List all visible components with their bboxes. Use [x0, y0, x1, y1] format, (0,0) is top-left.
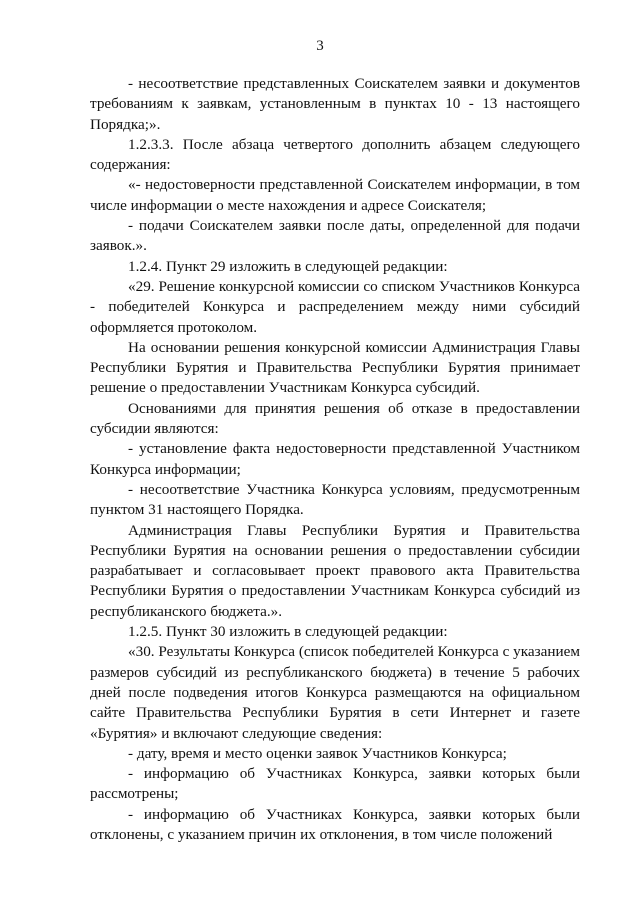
paragraph: - несоответствие представленных Соискателем заявки и документов требованиям к заявкам, установленным в пунктах 10 - 13 настоящего Порядка;».: [90, 75, 580, 133]
paragraph: «30. Результаты Конкурса (список победителей Конкурса с указанием размеров субсидий из республиканского бюджета) в течение 5 рабочих дней после подведения итогов Конкурса размещаются на официальном сайте Правительства Республики Бурятия в сети Интернет и газете «Бурятия» и включают следующие сведения:: [90, 643, 580, 742]
paragraph: «29. Решение конкурсной комиссии со списком Участников Конкурса - победителей Конкурса и распределением между ними субсидий оформляется протоколом.: [90, 277, 580, 336]
paragraph: 1.2.3.3. После абзаца четвертого дополнить абзацем следующего содержания:: [90, 135, 580, 174]
paragraph: - установление факта недостоверности представленной Участником Конкурса информации;: [90, 440, 580, 478]
paragraph: - дату, время и место оценки заявок Участников Конкурса;: [128, 744, 507, 762]
paragraph: - несоответствие Участника Конкурса условиям, предусмотренным пунктом 31 настоящего Порядка.: [90, 480, 580, 519]
page-number: 3: [316, 38, 324, 54]
document-body: [90, 74, 580, 845]
paragraph: 1.2.5. Пункт 30 изложить в следующей редакции:: [128, 623, 448, 641]
paragraph: На основании решения конкурсной комиссии Администрация Главы Республики Бурятия и Правительства Республики Бурятия принимает решение о предоставлении Участникам Конкурса субсидий.: [90, 338, 580, 397]
paragraph: Основаниями для принятия решения об отказе в предоставлении субсидии являются:: [90, 399, 580, 438]
paragraph: - подачи Соискателем заявки после даты, определенной для подачи заявок.».: [90, 217, 580, 255]
paragraph: - информацию об Участниках Конкурса, заявки которых были отклонены, с указанием причин их отклонения, в том числе положений: [90, 805, 580, 843]
paragraph: «- недостоверности представленной Соискателем информации, в том числе информации о месте нахождения и адресе Соискателя;: [90, 176, 580, 214]
paragraph: Администрация Главы Республики Бурятия и Правительства Республики Бурятия на основании решения о предоставлении субсидии разрабатывает и согласовывает проект правового акта Правительства Республики Бурятия о предоставлении Участникам Конкурса субсидий из республиканского бюджета.».: [90, 521, 580, 620]
paragraph: 1.2.4. Пункт 29 изложить в следующей редакции:: [128, 257, 448, 275]
paragraph: - информацию об Участниках Конкурса, заявки которых были рассмотрены;: [90, 765, 580, 803]
